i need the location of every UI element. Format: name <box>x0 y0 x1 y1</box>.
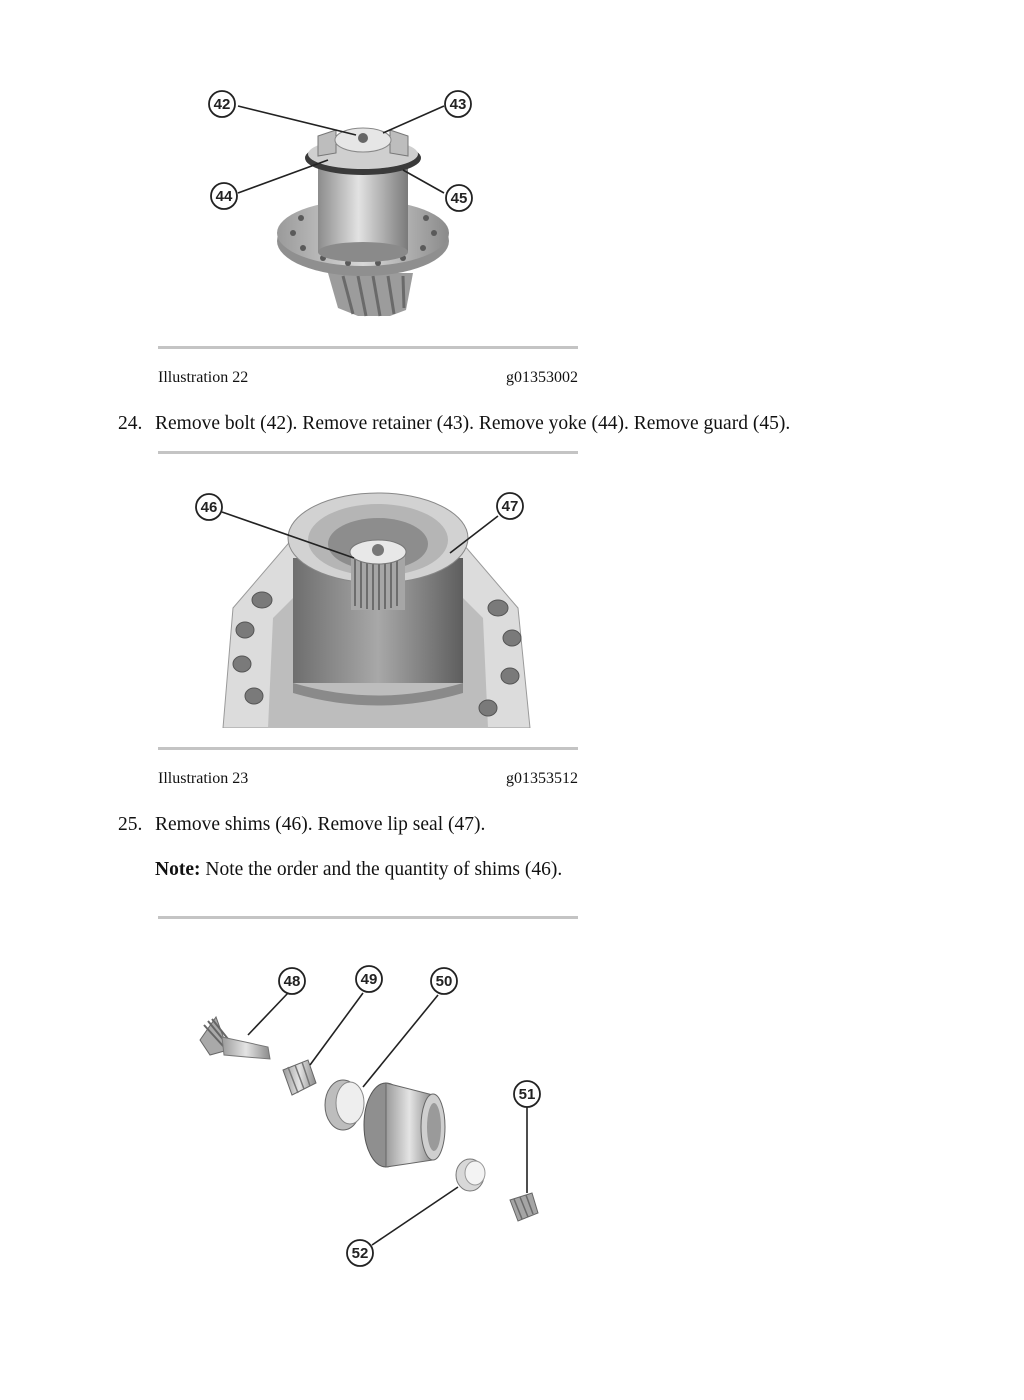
callout-51 <box>514 1081 540 1107</box>
bearing-cup <box>325 1080 364 1130</box>
divider-rule <box>158 747 578 750</box>
step-24 <box>118 413 790 435</box>
callout-48 <box>279 968 305 994</box>
svg-text:52: 52 <box>351 1245 369 1262</box>
note <box>155 859 562 881</box>
callout-42 <box>209 91 235 117</box>
callout-46 <box>196 494 222 520</box>
caption-code: g01353512 <box>506 770 578 787</box>
svg-text:44: 44 <box>215 188 233 205</box>
illustration-exploded-view <box>158 955 578 1300</box>
callout-47 <box>497 493 523 519</box>
step-text: Remove shims (46). Remove lip seal (47). <box>155 814 486 835</box>
svg-text:42: 42 <box>213 96 231 113</box>
illustration-23-caption <box>158 770 578 788</box>
callout-45 <box>446 185 472 211</box>
illustration-22 <box>158 78 578 330</box>
ring-gear-teeth <box>328 273 413 316</box>
step-text: Remove bolt (42). Remove retainer (43). Remove yoke (44). Remove guard (45). <box>155 413 791 434</box>
divider-rule <box>158 916 578 919</box>
callout-49 <box>356 966 382 992</box>
bearing-cone <box>283 1060 316 1095</box>
svg-text:49: 49 <box>360 971 378 988</box>
divider-rule <box>158 346 578 349</box>
svg-text:50: 50 <box>435 973 453 990</box>
callout-43 <box>445 91 471 117</box>
svg-text:47: 47 <box>501 498 519 515</box>
svg-text:45: 45 <box>450 190 468 207</box>
step-number: 25. <box>118 814 143 835</box>
caption-label: Illustration 22 <box>158 369 249 386</box>
note-text: Note the order and the quantity of shims (46). <box>200 859 563 880</box>
callout-50 <box>431 968 457 994</box>
note-label: Note: <box>155 859 201 880</box>
svg-text:46: 46 <box>200 499 218 516</box>
caption-label: Illustration 23 <box>158 770 249 787</box>
step-25 <box>118 814 485 836</box>
svg-text:51: 51 <box>518 1086 536 1103</box>
illustration-23 <box>158 478 578 728</box>
small-bearing-cone <box>510 1193 538 1221</box>
small-bearing-cup <box>456 1159 485 1191</box>
callout-52 <box>347 1240 373 1266</box>
step-number: 24. <box>118 413 143 434</box>
callout-44 <box>211 183 237 209</box>
pinion-housing <box>364 1083 445 1167</box>
svg-text:48: 48 <box>283 973 301 990</box>
illustration-22-caption <box>158 369 578 387</box>
svg-text:43: 43 <box>449 96 467 113</box>
divider-rule <box>158 451 578 454</box>
caption-code: g01353002 <box>506 369 578 386</box>
